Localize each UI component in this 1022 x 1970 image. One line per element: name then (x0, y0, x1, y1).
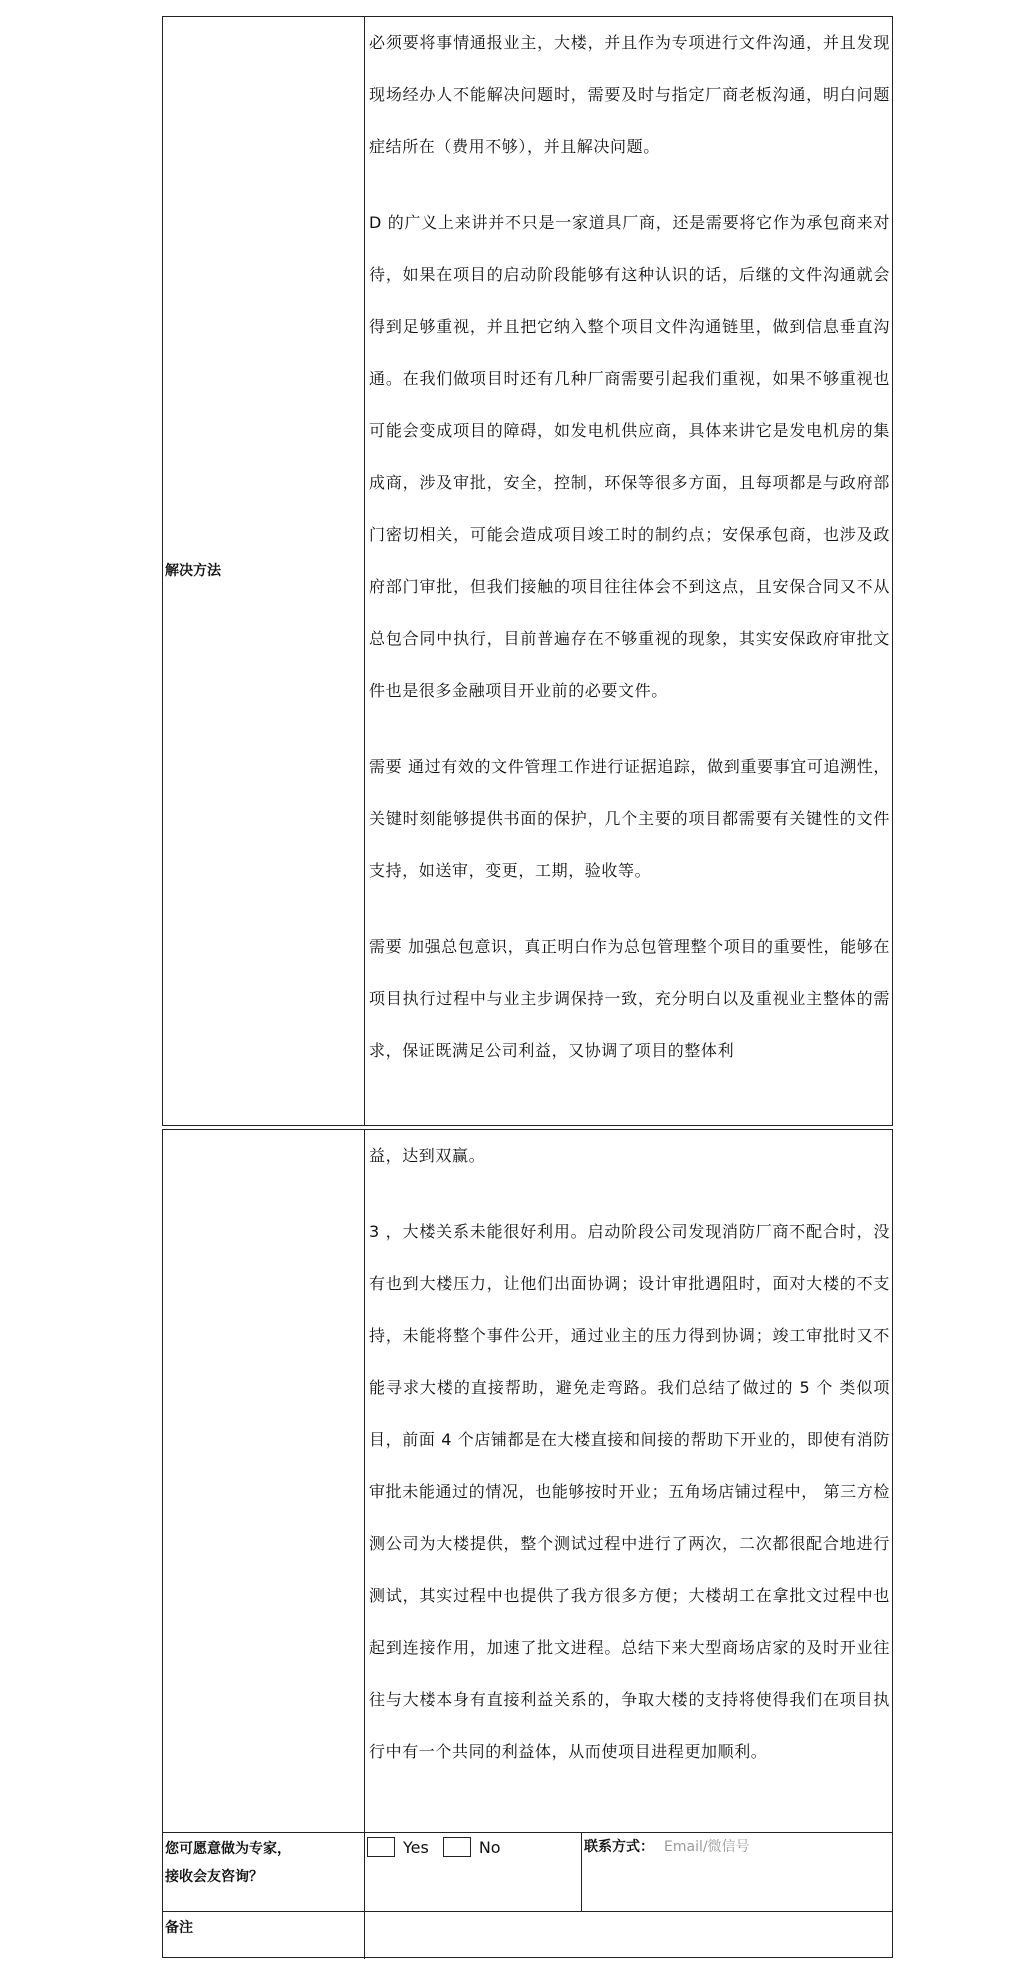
continuation-label-cell (163, 1130, 365, 1833)
yes-label: Yes (403, 1837, 429, 1857)
continuation-paragraph-2: 3 ，大楼关系未能很好利用。启动阶段公司发现消防厂商不配合时，没有也到大楼压力，让他们出面协调；设计审批遇阻时，面对大楼的不支持，未能将整个事件公开，通过业主的压力得到协调；竣工审批时又不能寻求大楼的直接帮助，避免走弯路。我们总结了做过的 5 个 类似项目，前面 4 个店铺都是在大楼直接和间接的帮助下开业的，即使有消防审批未能通过的情况，也能够按时开业；五角场店铺过程中， 第三方检测公司为大楼提供，整个测试过程中进行了两次，二次都很配合地进行测试，其实过程中也提供了我方很多方便；大楼胡工在拿批文过程中也起到连接作用，加速了批文进程。总结下来大型商场店家的及时开业往往与大楼本身有直接利益关系的，争取大楼的支持将使得我们在项目执行中有一个共同的利益体，从而使项目进程更加顺利。 (369, 1222, 890, 1761)
no-checkbox[interactable] (443, 1837, 471, 1857)
solution-table (162, 16, 893, 1126)
no-label: No (478, 1837, 501, 1857)
solution-paragraph-3: 需要 通过有效的文件管理工作进行证据追踪，做到重要事宜可追溯性，关键时刻能够提供书面的保护，几个主要的项目都需要有关键性的文件支持，如送审，变更，工期，验收等。 (369, 757, 890, 880)
contact-input[interactable] (654, 1834, 854, 1860)
expert-options (365, 1833, 582, 1911)
solution-label: 解决方法 (165, 563, 221, 579)
expert-label-cell (163, 1833, 365, 1912)
expert-label-line-1: 您可愿意做为专家， (165, 1841, 291, 1857)
notes-field[interactable] (365, 1912, 892, 1959)
contact-area (582, 1833, 892, 1912)
solution-paragraph-2: D 的广义上来讲并不只是一家道具厂商，还是需要将它作为承包商来对待，如果在项目的启动阶段能够有这种认识的话，后继的文件沟通就会得到足够重视，并且把它纳入整个项目文件沟通链里，做到信息垂直沟通。在我们做项目时还有几种厂商需要引起我们重视，如果不够重视也可能会变成项目的障碍，如发电机供应商，具体来讲它是发电机房的集成商，涉及审批，安全，控制，环保等很多方面，且每项都是与政府部门密切相关，可能会造成项目竣工时的制约点；安保承包商，也涉及政府部门审批，但我们接触的项目往往体会不到这点，且安保合同又不从总包合同中执行，目前普遍存在不够重视的现象，其实安保政府审批文件也是很多金融项目开业前的必要文件。 (369, 213, 890, 700)
solution-content-cell (365, 17, 892, 1125)
no-option[interactable] (443, 1834, 501, 1860)
continuation-paragraph-1: 益，达到双赢。 (369, 1146, 486, 1165)
expert-label-line-2: 接收会友咨询？ (165, 1869, 263, 1885)
yes-option[interactable] (367, 1834, 429, 1860)
continuation-table (162, 1129, 893, 1958)
continuation-content-cell (365, 1130, 892, 1833)
notes-label: 备注 (165, 1920, 193, 1936)
solution-label-cell (163, 17, 365, 1125)
expert-choice-cell (365, 1833, 892, 1912)
notes-label-cell (163, 1912, 365, 1959)
yes-checkbox[interactable] (367, 1837, 395, 1857)
solution-paragraph-1: 必须要将事情通报业主，大楼，并且作为专项进行文件沟通，并且发现现场经办人不能解决问题时，需要及时与指定厂商老板沟通，明白问题症结所在（费用不够），并且解决问题。 (369, 33, 890, 156)
contact-label: 联系方式： (584, 1839, 654, 1855)
solution-paragraph-4: 需要 加强总包意识，真正明白作为总包管理整个项目的重要性，能够在项目执行过程中与业主步调保持一致，充分明白以及重视业主整体的需求，保证既满足公司利益，又协调了项目的整体利 (369, 937, 890, 1060)
